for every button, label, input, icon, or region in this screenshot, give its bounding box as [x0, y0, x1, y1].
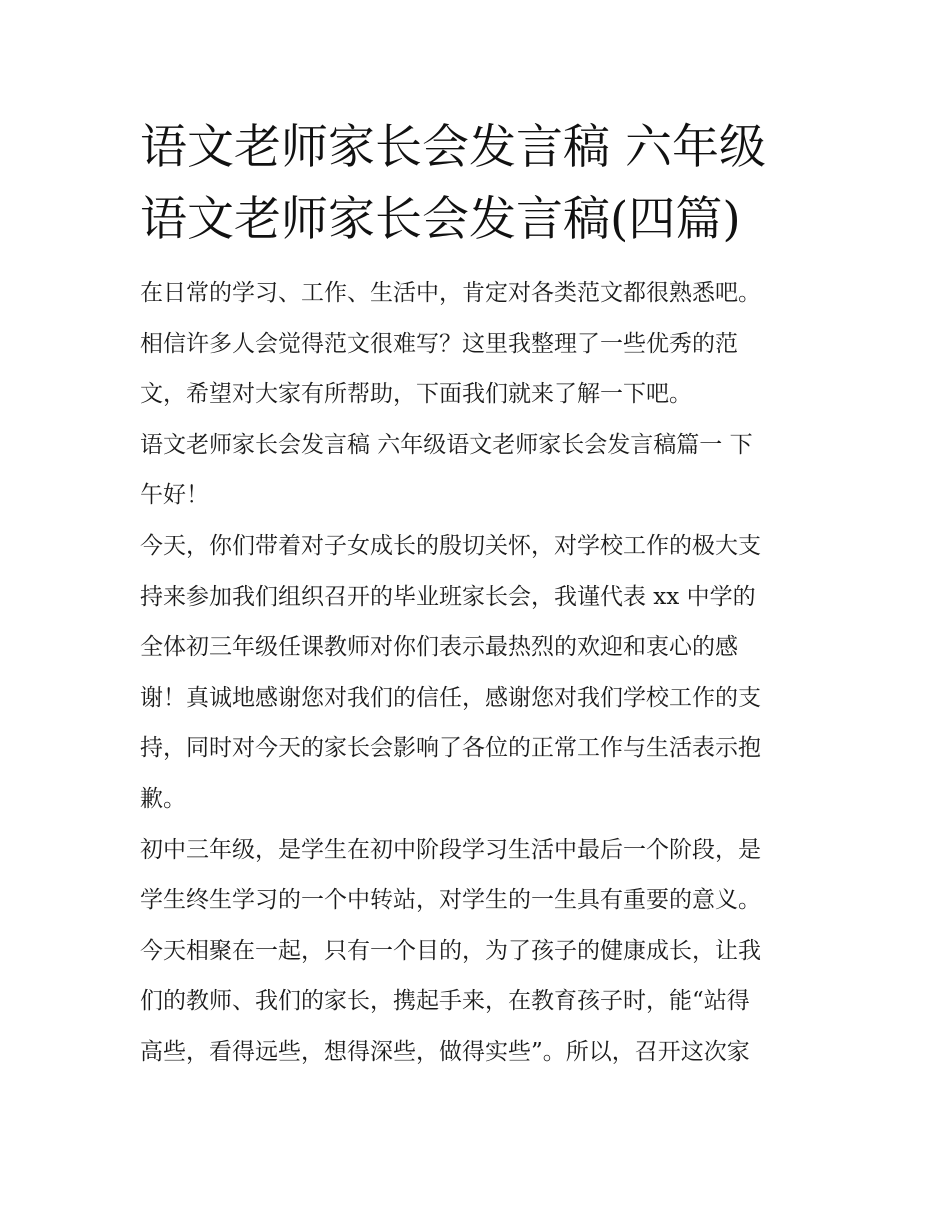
body-line: 文，希望对大家有所帮助，下面我们就来了解一下吧。	[140, 381, 692, 408]
body-line: 们的教师、我们的家长，携起手来，在教育孩子时，能“站得	[140, 988, 750, 1015]
document-body	[140, 268, 820, 1078]
body-line: 今天相聚在一起，只有一个目的，为了孩子的健康成长，让我	[140, 937, 761, 964]
title-line-1: 语文老师家长会发言稿 六年级	[140, 120, 766, 175]
body-line: 初中三年级，是学生在初中阶段学习生活中最后一个阶段，是	[140, 836, 761, 863]
body-line: 今天，你们带着对子女成长的殷切关怀，对学校工作的极大支	[140, 532, 761, 559]
body-line: 全体初三年级任课教师对你们表示最热烈的欢迎和衷心的感	[140, 634, 738, 661]
body-line: 学生终生学习的一个中转站，对学生的一生具有重要的意义。	[140, 887, 761, 914]
document-content	[140, 112, 820, 1078]
body-line: 歉。	[140, 785, 186, 812]
title-line-2: 语文老师家长会发言稿(四篇)	[140, 192, 741, 247]
body-line: 谢！真诚地感谢您对我们的信任，感谢您对我们学校工作的支	[140, 684, 761, 711]
body-line: 高些，看得远些，想得深些，做得实些”。所以，召开这次家	[140, 1038, 750, 1065]
body-line: 在日常的学习、工作、生活中，肯定对各类范文都很熟悉吧。	[140, 280, 761, 306]
body-line: 持来参加我们组织召开的毕业班家长会，我谨代表 xx 中学的	[140, 583, 756, 610]
document-title	[140, 112, 820, 256]
body-line: 持，同时对今天的家长会影响了各位的正常工作与生活表示抱	[140, 735, 761, 762]
body-line: 相信许多人会觉得范文很难写？这里我整理了一些优秀的范	[140, 330, 738, 357]
body-line: 语文老师家长会发言稿 六年级语文老师家长会发言稿篇一 下	[140, 431, 753, 458]
body-line: 午好！	[140, 482, 209, 509]
